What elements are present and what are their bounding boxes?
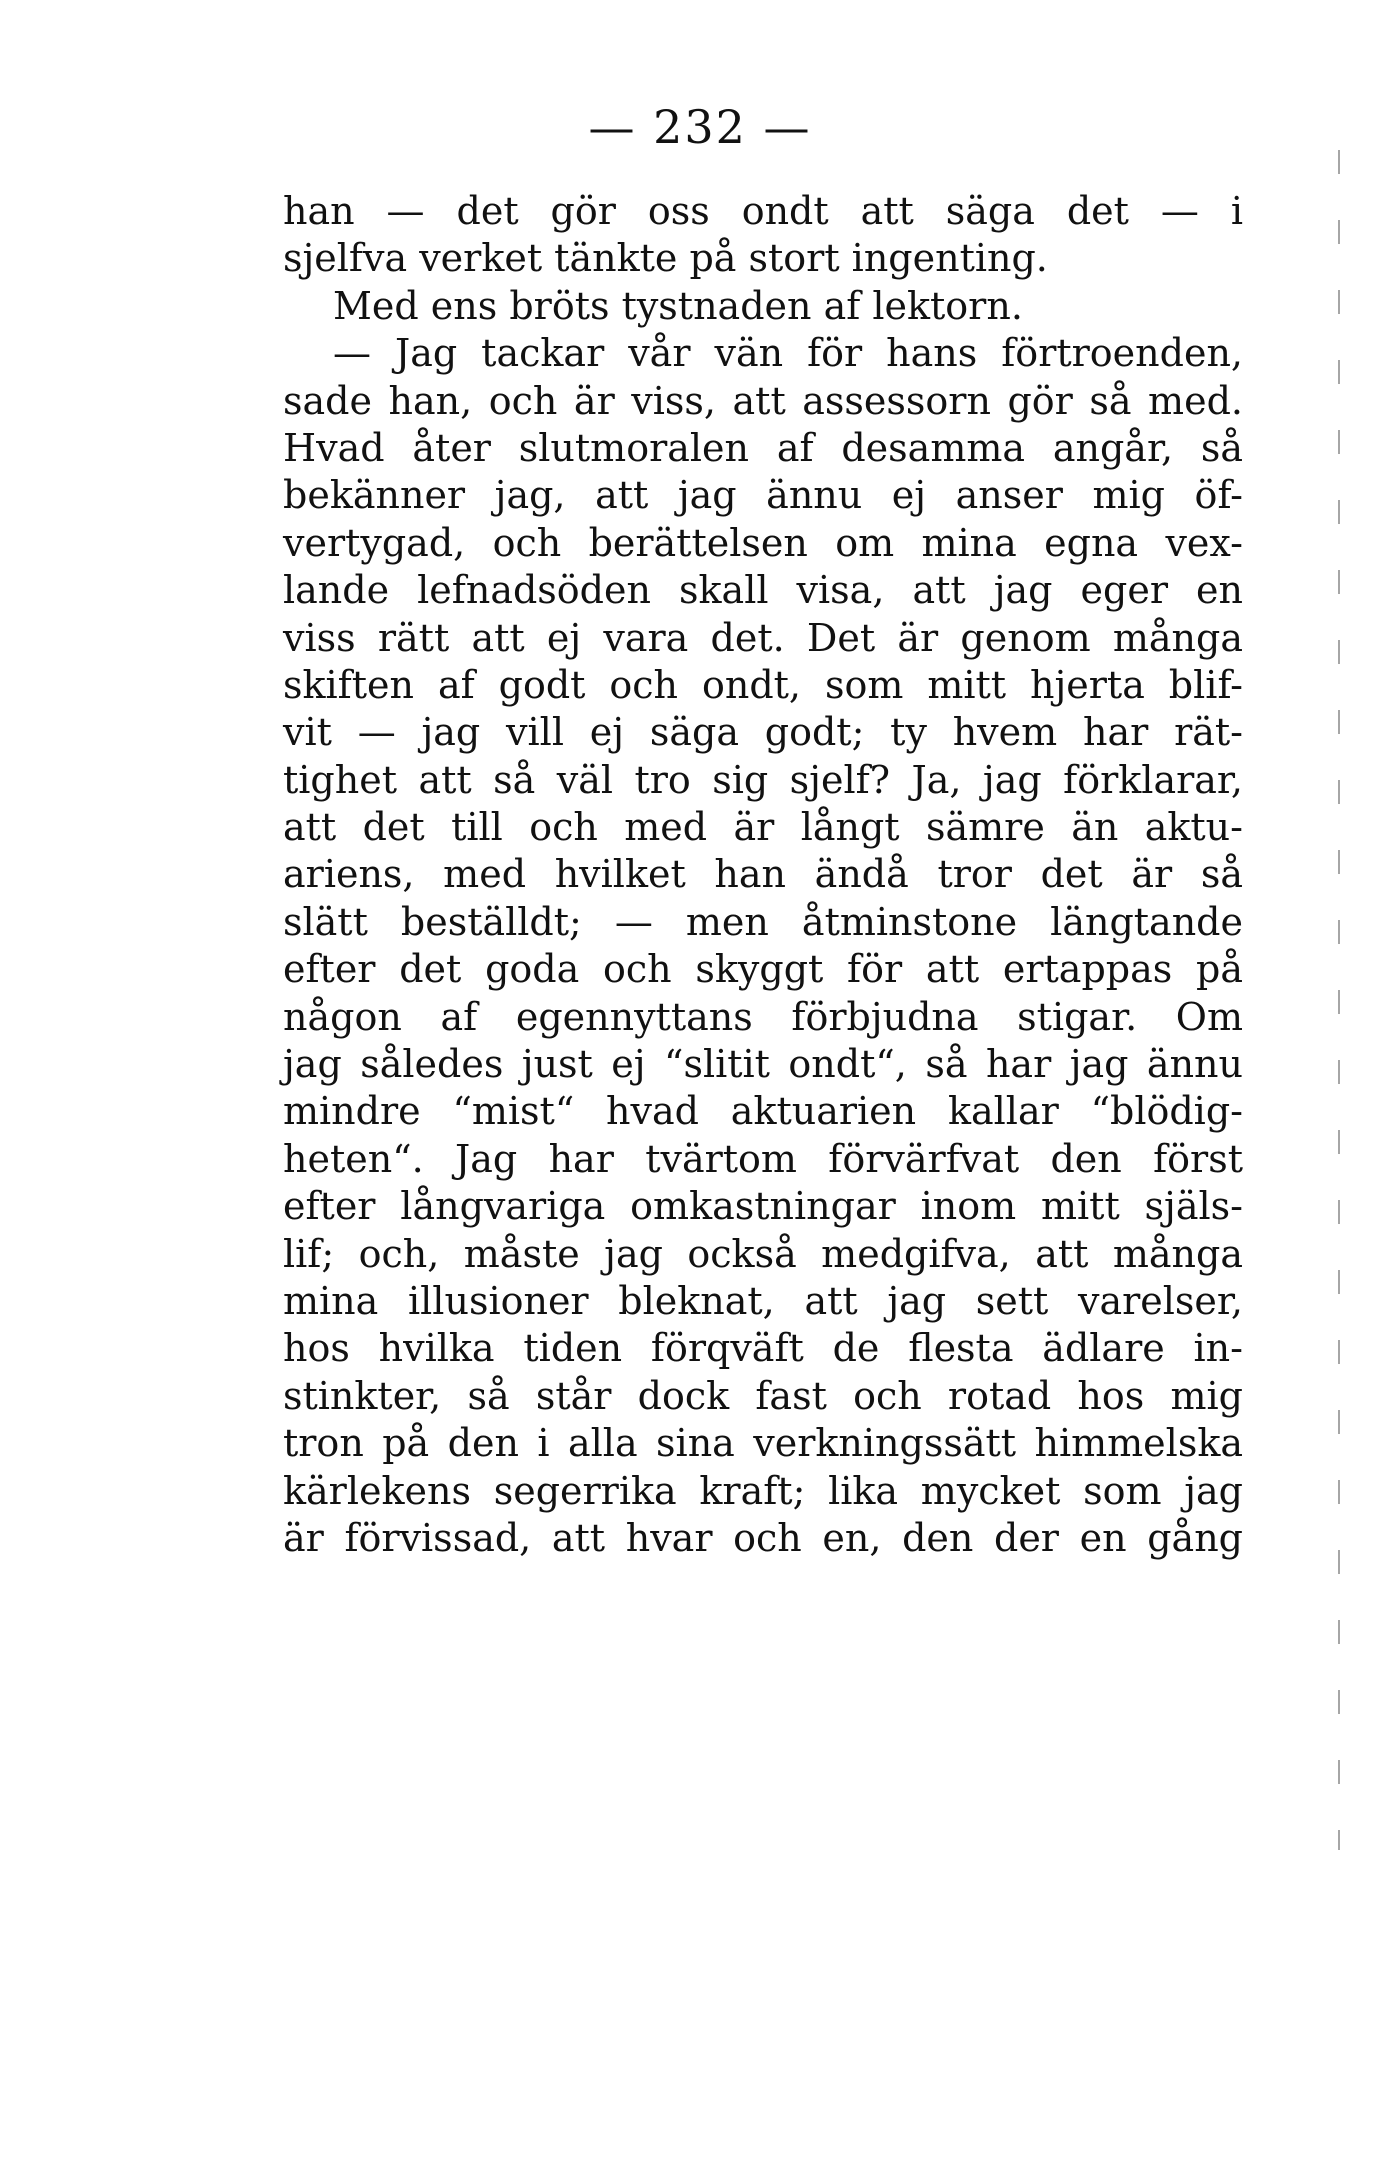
- text-line: någon af egennyttans förbjudna stigar. Om: [283, 994, 1243, 1039]
- text-line: viss rätt att ej vara det. Det är genom många: [283, 615, 1243, 660]
- text-line: tron på den i alla sina verkningssätt himmelska: [283, 1421, 1243, 1466]
- page-edge-shadow: [1338, 150, 1340, 1850]
- text-line: sade han, och är viss, att assessorn gör så med.: [283, 378, 1243, 423]
- text-line: — Jag tackar vår vän för hans förtroenden,: [333, 331, 1243, 376]
- text-line: slätt beställdt; — men åtminstone längtande: [283, 899, 1243, 944]
- body-text: [283, 188, 1243, 1562]
- text-line: mina illusioner bleknat, att jag sett varelser,: [283, 1278, 1243, 1323]
- text-line: heten“. Jag har tvärtom förvärfvat den först: [283, 1136, 1243, 1181]
- text-line: efter det goda och skyggt för att ertappas på: [283, 947, 1243, 992]
- text-line: sjelfva verket tänkte på stort ingenting.: [283, 236, 1048, 281]
- text-line: vit — jag vill ej säga godt; ty hvem har rät-: [283, 710, 1243, 755]
- page-number: — 232 —: [588, 100, 812, 154]
- text-line: är förvissad, att hvar och en, den der en gång: [283, 1515, 1243, 1560]
- text-line: jag således just ej “slitit ondt“, så har jag ännu: [283, 1042, 1243, 1087]
- text-line: ariens, med hvilket han ändå tror det är så: [283, 852, 1243, 897]
- text-line: kärlekens segerrika kraft; lika mycket som jag: [283, 1468, 1243, 1513]
- text-line: Hvad åter slutmoralen af desamma angår, så: [283, 425, 1243, 470]
- text-line: lif; och, måste jag också medgifva, att många: [283, 1231, 1243, 1276]
- text-line: bekänner jag, att jag ännu ej anser mig öf-: [283, 473, 1243, 518]
- text-line: stinkter, så står dock fast och rotad hos mig: [283, 1373, 1243, 1418]
- text-line: vertygad, och berättelsen om mina egna vex-: [283, 520, 1243, 565]
- text-line: skiften af godt och ondt, som mitt hjerta blif-: [283, 662, 1243, 707]
- text-line: lande lefnadsöden skall visa, att jag eger en: [283, 568, 1243, 613]
- text-line: Med ens bröts tystnaden af lektorn.: [333, 283, 1023, 328]
- text-line: mindre “mist“ hvad aktuarien kallar “blödig-: [283, 1089, 1243, 1134]
- text-line: efter långvariga omkastningar inom mitt själs-: [283, 1184, 1243, 1229]
- text-line: tighet att så väl tro sig sjelf? Ja, jag förklarar,: [283, 757, 1243, 802]
- text-line: att det till och med är långt sämre än aktu-: [283, 805, 1243, 850]
- text-line: hos hvilka tiden förqväft de flesta ädlare in-: [283, 1326, 1243, 1371]
- text-line: han — det gör oss ondt att säga det — i: [283, 189, 1243, 233]
